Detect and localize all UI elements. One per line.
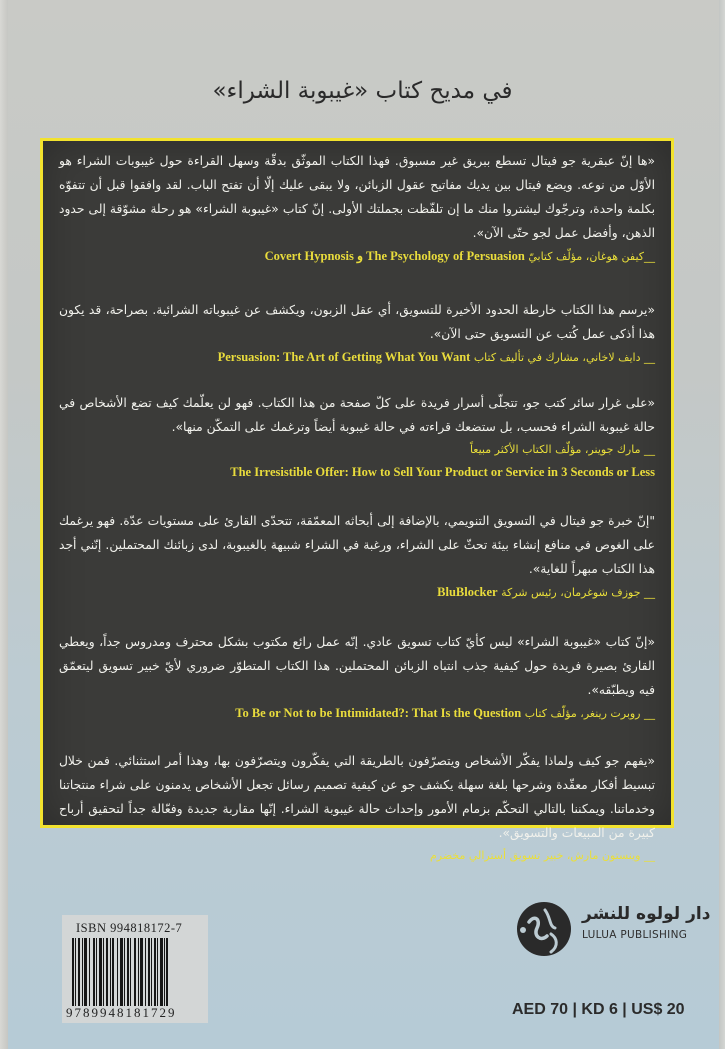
attribution-arabic: __كيفن هوغان، مؤلّف كتابيّ	[528, 250, 655, 263]
quote-text: «على غرار سائر كتب جو، تتجلّى أسرار فريدة على كلّ صفحة من هذا الكتاب. فهو لن يعلّمك كيف تضع الأشخاص في حالة غيبوبة الشراء فحسب، بل ستضعك قراءته في حالة غيبوبة أيضاً وترغمك على التمكّن منها».	[59, 396, 655, 434]
quote-attribution	[59, 845, 655, 867]
quote-attribution	[59, 581, 655, 604]
attribution-arabic: __ روبرت رينغر، مؤلّف كتاب	[524, 707, 655, 720]
barcode-label	[62, 915, 208, 1023]
attribution-book-title: To Be or Not to be Intimidated?: That Is the Question	[235, 706, 522, 720]
quote-text: "إنّ خبرة جو فيتال في التسويق التنويمي، بالإضافة إلى أبحاثه المعمّقة، تتحدّى القارئ على مستويات عدّة. فهو يرغمك على الغوص في منافع إنشاء بيئة تحثّ على الشراء، ورغبة في الشراء شبيهة بالغيبوبة، لدى زبائنك المحتملين. إنّني أجد هذا الكتاب مبهراً للغاية».	[59, 514, 655, 576]
quote-block	[59, 630, 655, 725]
lulua-logo-icon	[515, 900, 573, 958]
price-label: AED 70 | KD 6 | US$ 20	[512, 1001, 685, 1018]
quote-block	[59, 391, 655, 483]
praise-panel	[40, 138, 674, 862]
quote-block	[59, 509, 655, 604]
quote-text: «إنّ كتاب «غيبوبة الشراء» ليس كأيّ كتاب تسويق عادي. إنّه عمل رائع مكتوب بشكل محترف ومدروس جداً، ويعطي القارئ بصيرة فريدة حول كيفية جذب انتباه الزبائن المحتملين. هذا الكتاب المتطوّر ضروري لأيّ خبير تسويق ليتعمّق فيه ويطبّقه».	[59, 635, 655, 697]
page-title: في مديح كتاب «غيبوبة الشراء»	[212, 78, 513, 104]
quote-attribution	[59, 346, 655, 369]
quote-block	[59, 149, 655, 268]
barcode-icon	[72, 938, 180, 1006]
attribution-book-title: The Irresistible Offer: How to Sell Your Product or Service in 3 Seconds or Less	[230, 465, 655, 479]
quote-text: «ها إنّ عبقرية جو فيتال تسطع ببريق غير مسبوق. فهذا الكتاب الموثّق بدقّة وسهل القراءة حول غيبوبات الشراء هو الأوّل من نوعه. ويضع فيتال بين يديك مفاتيح عقول الزبائن، ولا يبقى عليك إلّا أن تفتح الباب. لقد وافقوا قبل أن تتفوّه بكلمة واحدة، وترجّوك ليشتروا منك ما إن تلفّظت بجملتك الأولى. إنّ كتاب «غيبوبة الشراء» هو رحلة مشوّقة إلى حدود الذهن، وأفضل عمل لجو حتّى الآن».	[59, 154, 655, 240]
attribution-arabic: __ دايف لاخاني، مشارك في تأليف كتاب	[473, 351, 655, 364]
quote-attribution	[59, 439, 655, 461]
attribution-company: BluBlocker	[437, 585, 498, 599]
quote-block	[59, 749, 655, 867]
attribution-arabic: __ مارك جوينر، مؤلّف الكتاب الأكثر مبيعاً	[469, 443, 655, 456]
cover-left-edge	[0, 0, 8, 1049]
publisher-name-english: LULUA PUBLISHING	[582, 929, 688, 941]
quote-text: «يرسم هذا الكتاب خارطة الحدود الأخيرة للتسويق، أي عقل الزبون، ويكشف عن غيبوباته الشرائية. بصراحة، قد يكون هذا أذكى عمل كُتب عن التسويق حتى الآن».	[59, 303, 655, 341]
attribution-book-title: Persuasion: The Art of Getting What You Want	[217, 350, 471, 364]
quote-text: «يفهم جو كيف ولماذا يفكّر الأشخاص ويتصرّفون بالطريقة التي يفكّرون ويتصرّفون بها، وهذا أمر استثنائي. فمن خلال تبسيط أفكار معقّدة وشرحها بلغة سهلة يكشف جو عن كيفية تصميم رسائل تجعل الأشخاص يدمنون على شراء منتجاتنا وخدماتنا. ويمكننا بالتالي التحكّم بزمام الأمور وإحداث حالة غيبوبة الشراء. إنّها مقاربة جديدة وفعّالة جداً لتحقيق أرباح كبيرة من المبيعات والتسويق».	[59, 754, 655, 840]
attribution-arabic: __ وينستون مارش، خبير تسويق أسترالي مخضرم	[429, 849, 655, 862]
publisher-name-arabic: دار لولوه للنشر	[582, 904, 711, 924]
attribution-book-title: Covert Hypnosis و The Psychology of Persuasion	[264, 249, 525, 263]
quote-attribution	[59, 245, 655, 268]
isbn-text: ISBN 994818172-7	[76, 921, 183, 935]
attribution-arabic: __ جوزف شوغرمان، رئيس شركة	[501, 586, 655, 599]
quote-attribution	[59, 702, 655, 725]
cover-right-edge	[719, 0, 725, 1049]
quote-block	[59, 298, 655, 369]
ean-number: 9789948181729	[66, 1005, 177, 1020]
